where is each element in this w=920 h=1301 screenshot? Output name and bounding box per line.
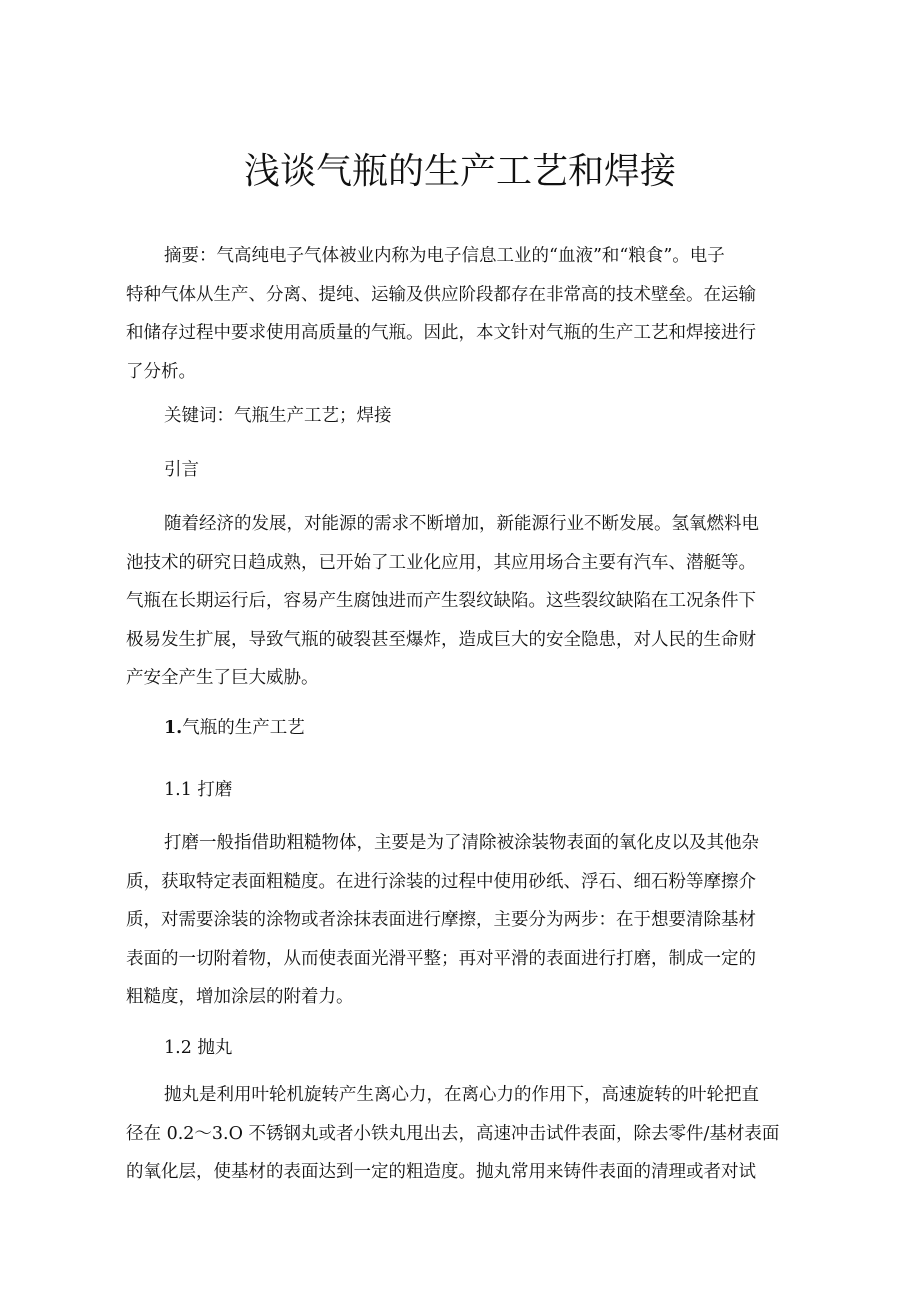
- keywords-text: 关键词：气瓶生产工艺；焊接: [164, 406, 392, 426]
- section-1-2-heading: [126, 1029, 806, 1068]
- section-1-2-paragraph: [126, 1076, 806, 1192]
- section-1-2-heading-text: 1.2 抛丸: [164, 1038, 233, 1058]
- section-1-number: 1.: [164, 718, 183, 738]
- section-1-1-line: 质，获取特定表面粗糙度。在进行涂装的过程中使用砂纸、浮石、细石粉等摩擦介: [126, 871, 756, 892]
- section-1-2-line: 径在 0.2～3.O 不锈钢丸或者小铁丸甩出去，高速冲击试件表面，除去零件/基材表面: [126, 1123, 780, 1144]
- section-1-2-line: 抛丸是利用叶轮机旋转产生离心力，在离心力的作用下，高速旋转的叶轮把直: [164, 1085, 759, 1105]
- section-1-1-line: 表面的一切附着物，从而使表面光滑平整；再对平滑的表面进行打磨，制成一定的: [126, 948, 756, 969]
- section-1-heading: [126, 709, 806, 748]
- section-1-1-paragraph: [126, 824, 806, 1017]
- section-1-label: 气瓶的生产工艺: [182, 718, 305, 738]
- intro-line: 池技术的研究日趋成熟，已开始了工业化应用，其应用场合主要有汽车、潜艇等。: [126, 552, 756, 573]
- section-1-1-line: 粗糙度，增加涂层的附着力。: [126, 987, 354, 1007]
- intro-paragraph: [126, 505, 806, 698]
- document-title: 浅谈气瓶的生产工艺和焊接: [243, 151, 676, 192]
- abstract-line: 和储存过程中要求使用高质量的气瓶。因此，本文针对气瓶的生产工艺和焊接进行: [126, 323, 756, 343]
- abstract-line: 特种气体从生产、分离、提纯、运输及供应阶段都存在非常高的技术壁垒。在运输: [126, 284, 756, 305]
- abstract-paragraph: [126, 237, 806, 391]
- section-1-2-line: 的氧化层，使基材的表面达到一定的粗造度。抛丸常用来铸件表面的清理或者对试: [126, 1162, 756, 1182]
- intro-line: 气瓶在长期运行后，容易产生腐蚀进而产生裂纹缺陷。这些裂纹缺陷在工况条件下: [126, 591, 756, 611]
- abstract-line: 了分析。: [126, 361, 196, 382]
- section-1-1-line: 质，对需要涂装的涂物或者涂抹表面进行摩擦，主要分为两步：在于想要清除基材: [126, 910, 756, 930]
- intro-line: 产安全产生了巨大威胁。: [126, 668, 319, 688]
- abstract-line: 摘要：气高纯电子气体被业内称为电子信息工业的“血液”和“粮食”。电子: [164, 246, 725, 266]
- keywords-paragraph: [126, 397, 806, 436]
- section-1-1-line: 打磨一般指借助粗糙物体，主要是为了清除被涂装物表面的氧化皮以及其他杂: [164, 833, 759, 853]
- intro-line: 极易发生扩展，导致气瓶的破裂甚至爆炸，造成巨大的安全隐患，对人民的生命财: [126, 629, 756, 650]
- section-1-heading-line: [126, 709, 806, 748]
- section-1-1-heading: [126, 771, 806, 810]
- intro-heading-text: 引言: [164, 460, 199, 480]
- intro-line: 随着经济的发展，对能源的需求不断增加，新能源行业不断发展。氢氧燃料电: [164, 514, 759, 534]
- intro-heading: [126, 451, 806, 490]
- section-1-1-heading-text: 1.1 打磨: [164, 780, 233, 800]
